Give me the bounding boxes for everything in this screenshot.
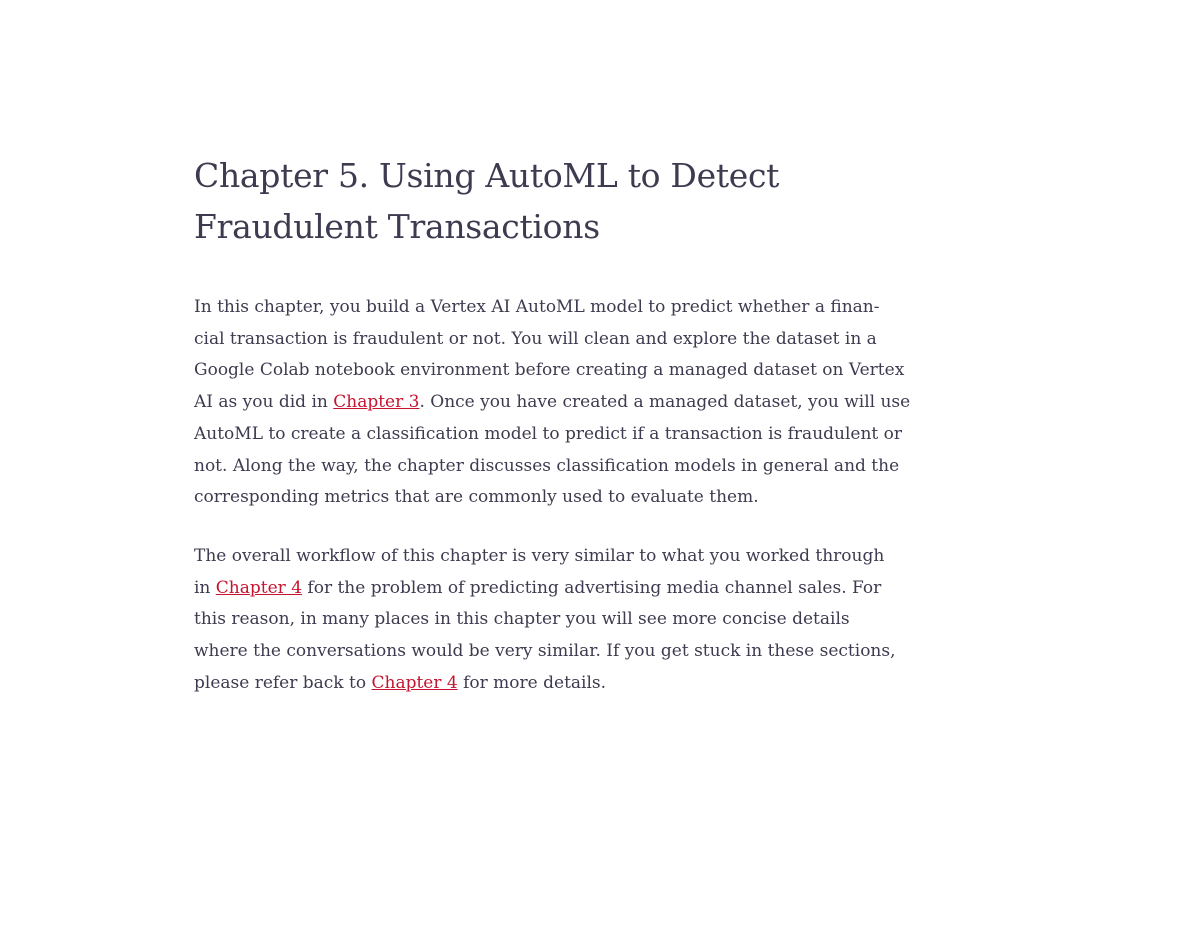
text-segment: for the problem of predicting advertising media channel sales. For	[302, 577, 882, 598]
text-line: this reason, in many places in this chapter you will see more concise details	[194, 609, 850, 630]
chapter-body	[194, 292, 910, 699]
chapter-page	[194, 150, 910, 726]
text-line: AutoML to create a classification model to predict if a transaction is fraudulent or	[194, 423, 903, 444]
workflow-paragraph	[194, 541, 910, 700]
text-segment: in	[194, 577, 216, 598]
chapter-4-link[interactable]: Chapter 4	[371, 672, 458, 693]
chapter-4-link[interactable]: Chapter 4	[215, 577, 303, 598]
text-segment: AI as you did in	[194, 392, 334, 413]
chapter-title-line: Chapter 5. Using AutoML to Detect	[194, 156, 780, 195]
text-line: In this chapter, you build a Vertex AI AutoML model to predict whether a finan-	[194, 297, 880, 317]
text-line: The overall workflow of this chapter is very similar to what you worked through	[194, 545, 885, 566]
text-segment: . Once you have created a managed dataset, you will use	[419, 392, 911, 413]
text-line: Google Colab notebook environment before creating a managed dataset on Vertex	[194, 360, 905, 381]
text-line	[194, 668, 910, 700]
chapter-title	[194, 150, 910, 252]
text-line: corresponding metrics that are commonly used to evaluate them.	[194, 487, 759, 508]
text-line: where the conversations would be very similar. If you get stuck in these sections,	[194, 641, 896, 662]
chapter-title-line: Fraudulent Transactions	[194, 207, 600, 246]
chapter-3-link[interactable]: Chapter 3	[333, 392, 420, 413]
text-line	[194, 573, 910, 605]
text-segment: for more details.	[457, 672, 607, 693]
text-line: cial transaction is fraudulent or not. You will clean and explore the dataset in a	[194, 328, 877, 349]
intro-paragraph	[194, 292, 910, 514]
text-line: not. Along the way, the chapter discusses classification models in general and the	[194, 455, 900, 476]
text-line	[194, 387, 910, 419]
text-segment: please refer back to	[194, 672, 372, 693]
